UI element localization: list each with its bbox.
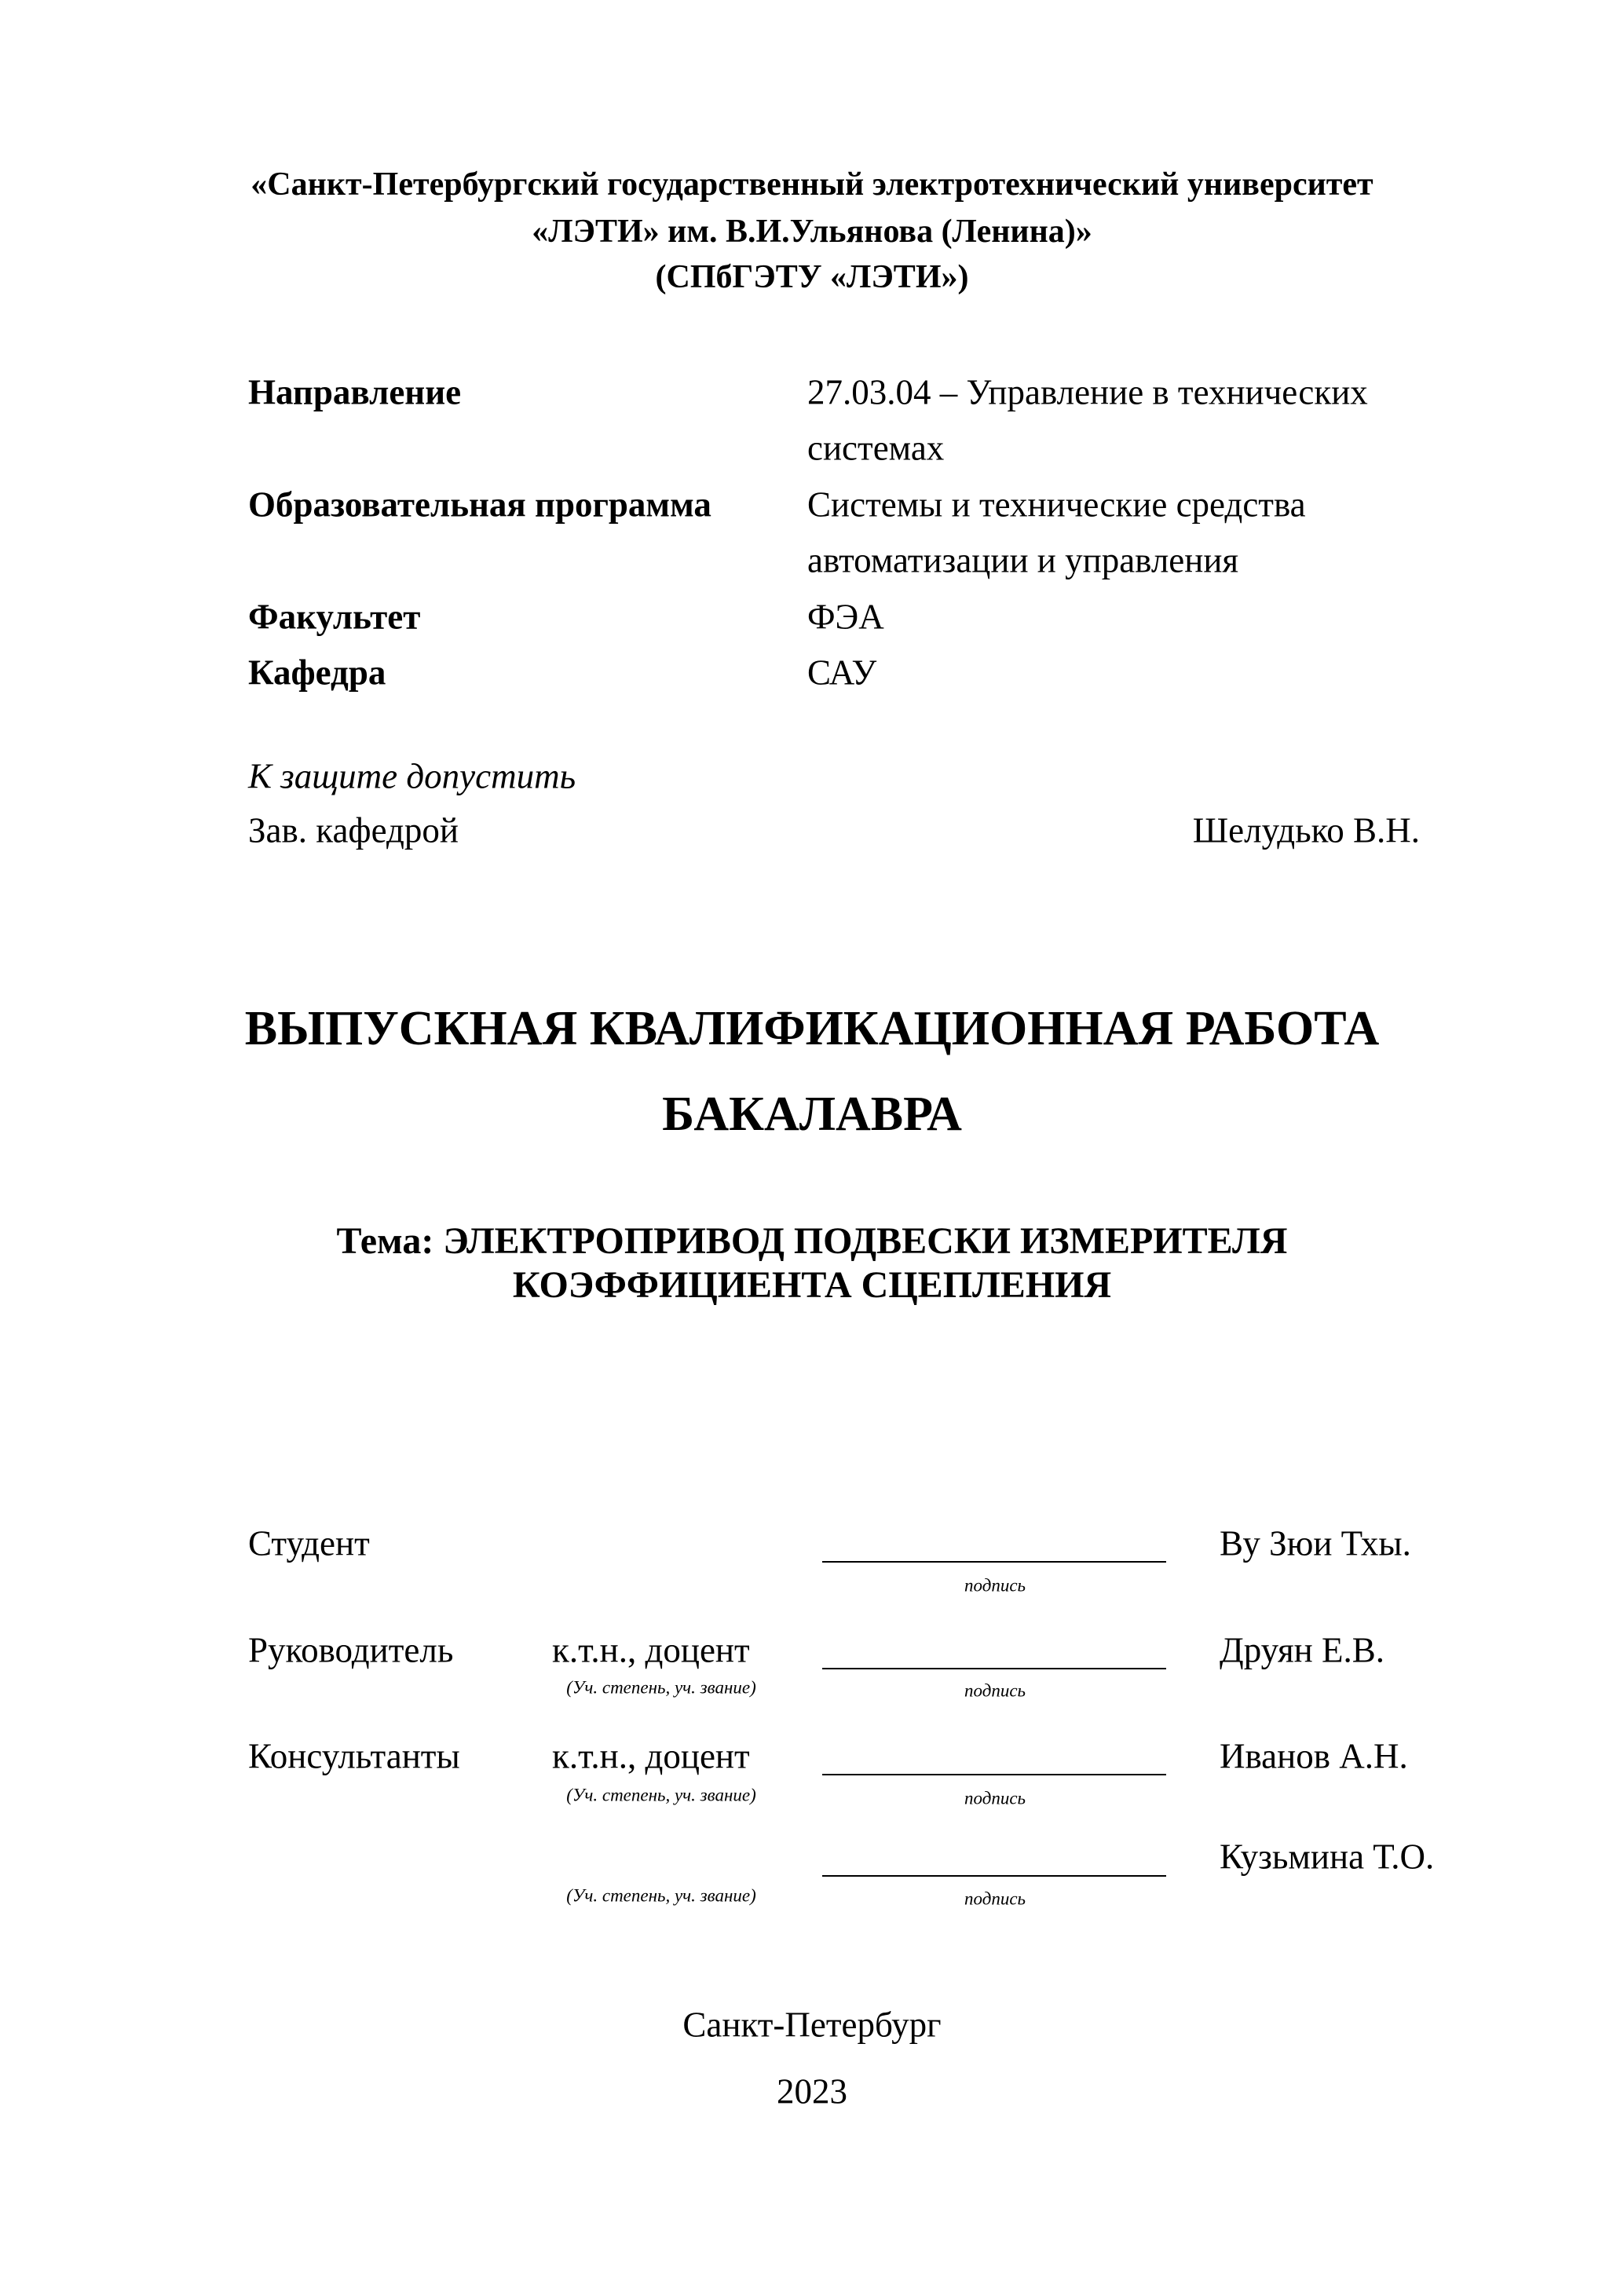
university-name-line1: «Санкт-Петербургский государственный электротехнический университет xyxy=(251,166,1373,203)
head-of-department-name: Шелудько В.Н. xyxy=(1192,810,1420,850)
info-value-direction-cont: системах xyxy=(807,428,945,468)
thesis-title-line1: ВЫПУСКНАЯ КВАЛИФИКАЦИОННАЯ РАБОТА xyxy=(244,1002,1380,1055)
degree-caption: (Уч. степень, уч. звание) xyxy=(566,1677,756,1698)
thesis-title-line2: БАКАЛАВРА xyxy=(662,1088,962,1141)
thesis-topic-line2: КОЭФФИЦИЕНТА СЦЕПЛЕНИЯ xyxy=(512,1264,1112,1306)
degree-consultant: к.т.н., доцент xyxy=(552,1736,750,1776)
info-value-faculty: ФЭА xyxy=(807,597,884,637)
info-value-program-cont: автоматизации и управления xyxy=(807,540,1239,580)
university-abbreviation: (СПбГЭТУ «ЛЭТИ») xyxy=(655,259,969,295)
info-value-department: САУ xyxy=(807,653,877,693)
signature-caption: подпись xyxy=(964,1888,1026,1909)
role-student: Студент xyxy=(248,1523,370,1563)
info-value-program: Системы и технические средства xyxy=(807,484,1306,525)
info-label-direction: Направление xyxy=(248,372,462,412)
admit-to-defense: К защите допустить xyxy=(248,756,576,796)
university-name-line2: «ЛЭТИ» им. В.И.Ульянова (Ленина)» xyxy=(532,214,1092,250)
role-consultants: Консультанты xyxy=(248,1736,460,1776)
name-consultant-1: Иванов А.Н. xyxy=(1220,1736,1408,1776)
city: Санкт-Петербург xyxy=(682,2005,942,2045)
name-student: Ву Зюи Тхы. xyxy=(1220,1523,1411,1563)
thesis-topic-line1: Тема: ЭЛЕКТРОПРИВОД ПОДВЕСКИ ИЗМЕРИТЕЛЯ xyxy=(336,1220,1288,1262)
role-supervisor: Руководитель xyxy=(248,1630,454,1670)
degree-caption: (Уч. степень, уч. звание) xyxy=(566,1785,756,1805)
degree-supervisor: к.т.н., доцент xyxy=(552,1630,750,1670)
signature-caption: подпись xyxy=(964,1575,1026,1596)
name-consultant-2: Кузьмина Т.О. xyxy=(1220,1837,1435,1877)
signature-line-supervisor xyxy=(822,1668,1166,1669)
signature-caption: подпись xyxy=(964,1680,1026,1701)
signature-line-consultant-2 xyxy=(822,1875,1166,1877)
info-label-faculty: Факультет xyxy=(248,597,421,637)
degree-caption: (Уч. степень, уч. звание) xyxy=(566,1885,756,1906)
signature-caption: подпись xyxy=(964,1788,1026,1808)
info-value-direction: 27.03.04 – Управление в технических xyxy=(807,372,1368,412)
signature-line-consultant-1 xyxy=(822,1774,1166,1775)
signature-line-student xyxy=(822,1561,1166,1563)
info-label-program: Образовательная программа xyxy=(248,484,711,525)
head-of-department-label: Зав. кафедрой xyxy=(248,810,459,850)
info-label-department: Кафедра xyxy=(248,653,386,693)
name-supervisor: Друян Е.В. xyxy=(1220,1630,1385,1670)
year: 2023 xyxy=(777,2071,847,2111)
